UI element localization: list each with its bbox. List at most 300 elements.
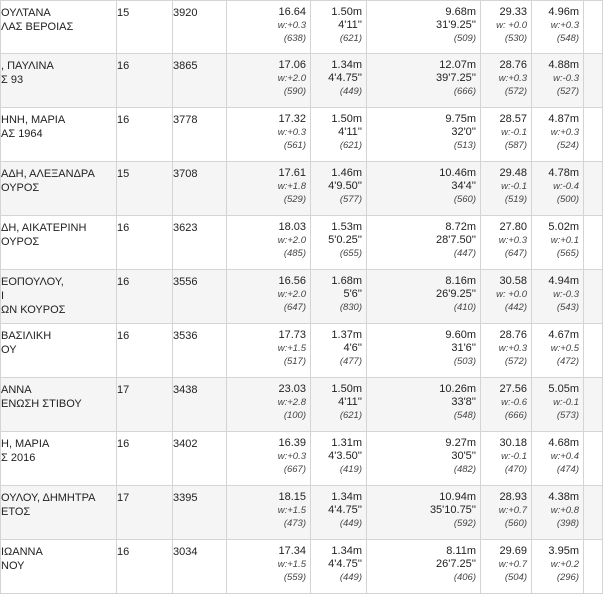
event-mark: 16.39 [278, 437, 306, 449]
event-result-cell [481, 324, 532, 378]
event-points: (577) [339, 194, 362, 205]
event-result-cell [311, 540, 367, 594]
event-mark: 28.93 [499, 491, 527, 503]
event-result-cell [311, 216, 367, 270]
event-result-cell [481, 432, 532, 486]
event-mark: 1.34m [331, 59, 362, 71]
event-mark: 17.73 [278, 329, 306, 341]
event-result-cell [367, 1, 481, 54]
table-row[interactable] [1, 54, 603, 108]
event-mark: 8.11m [446, 545, 476, 557]
event-mark: 12.07m [439, 59, 476, 71]
wind-reading: w:+0.5 [550, 343, 579, 354]
edge-cell [584, 1, 603, 54]
total-points: 3034 [173, 546, 198, 558]
event-points: (474) [556, 464, 579, 475]
event-result-cell [532, 432, 584, 486]
wind-reading: w:-0.6 [501, 397, 527, 408]
event-points: (473) [283, 518, 306, 529]
event-points: (572) [504, 86, 527, 97]
athlete-name: ΟΥΛΟΥ, ΔΗΜΗΤΡΑ [1, 492, 96, 504]
event-result-cell [311, 1, 367, 54]
table-row[interactable] [1, 1, 603, 54]
event-result-cell [532, 54, 584, 108]
event-result-cell [227, 162, 311, 216]
event-points: (548) [556, 33, 579, 44]
wind-reading: w:-0.1 [501, 181, 527, 192]
event-mark: 23.03 [278, 383, 306, 395]
event-result-cell [367, 540, 481, 594]
event-mark: 9.27m [445, 437, 476, 449]
event-points: (592) [453, 518, 476, 529]
imperial-mark: 4'11'' [338, 396, 362, 408]
athlete-name: ΟΥΛΤΑΝΑ [1, 7, 51, 19]
athlete-name: Η, ΜΑΡΙΑ [1, 438, 50, 450]
name-cell[interactable] [1, 378, 117, 432]
wind-reading: w:+1.5 [277, 559, 306, 570]
age-value: 16 [117, 222, 130, 234]
event-result-cell [227, 216, 311, 270]
event-mark: 1.34m [331, 491, 362, 503]
wind-reading: w:+0.3 [498, 73, 527, 84]
event-mark: 10.46m [439, 167, 476, 179]
event-points: (524) [556, 140, 579, 151]
wind-reading: w:+1.5 [277, 343, 306, 354]
event-mark: 4.68m [548, 437, 579, 449]
imperial-mark: 4'11'' [338, 19, 362, 31]
athlete-name: ΙΩΑΝΝΑ [1, 546, 43, 558]
imperial-mark: 33'8'' [451, 396, 476, 408]
event-mark: 4.87m [548, 113, 579, 125]
event-points: (561) [283, 140, 306, 151]
name-cell[interactable] [1, 162, 117, 216]
age-value: 17 [117, 492, 130, 504]
imperial-mark: 26'7.25'' [436, 558, 476, 570]
wind-reading: w:+0.3 [498, 343, 527, 354]
wind-reading: w:-0.1 [501, 451, 527, 462]
total-points: 3623 [173, 222, 198, 234]
event-points: (647) [504, 248, 527, 259]
event-result-cell [311, 54, 367, 108]
imperial-mark: 30'5'' [451, 450, 476, 462]
event-points: (830) [339, 302, 362, 313]
event-mark: 28.57 [499, 113, 527, 125]
age-cell [117, 486, 173, 540]
event-result-cell [227, 540, 311, 594]
event-points: (559) [283, 572, 306, 583]
event-result-cell [532, 378, 584, 432]
event-mark: 17.32 [278, 113, 306, 125]
edge-cell [584, 162, 603, 216]
imperial-mark: 4'4.75'' [328, 72, 362, 84]
table-row[interactable] [1, 270, 603, 324]
edge-cell [584, 540, 603, 594]
edge-cell [584, 378, 603, 432]
event-result-cell [227, 108, 311, 162]
athlete-name: ΗΝΗ, ΜΑΡΙΑ [1, 114, 66, 126]
total-points: 3920 [173, 7, 198, 19]
event-result-cell [367, 432, 481, 486]
event-points: (513) [453, 140, 476, 151]
age-cell [117, 270, 173, 324]
event-points: (485) [283, 248, 306, 259]
event-points: (504) [504, 572, 527, 583]
imperial-mark: 5'6'' [343, 288, 362, 300]
event-mark: 16.64 [278, 6, 306, 18]
athlete-name: , ΠΑΥΛΙΝΑ [1, 60, 54, 72]
event-points: (477) [339, 356, 362, 367]
athlete-club: ΛΑΣ ΒΕΡΟΙΑΣ [1, 21, 74, 33]
event-mark: 1.50m [331, 383, 362, 395]
name-cell[interactable] [1, 432, 117, 486]
event-result-cell [532, 270, 584, 324]
table-row[interactable] [1, 216, 603, 270]
event-points: (500) [556, 194, 579, 205]
event-mark: 1.50m [331, 113, 362, 125]
wind-reading: w:+0.4 [550, 451, 579, 462]
wind-reading: w:+0.1 [550, 235, 579, 246]
edge-cell [584, 108, 603, 162]
total-cell [173, 54, 227, 108]
event-result-cell [227, 270, 311, 324]
imperial-mark: 4'4.75'' [328, 504, 362, 516]
event-mark: 5.02m [548, 221, 579, 233]
event-points: (398) [556, 518, 579, 529]
event-result-cell [227, 54, 311, 108]
total-points: 3438 [173, 384, 198, 396]
event-result-cell [311, 432, 367, 486]
age-value: 16 [117, 60, 130, 72]
name-cell[interactable] [1, 216, 117, 270]
event-points: (410) [453, 302, 476, 313]
event-result-cell [532, 324, 584, 378]
wind-reading: w:+0.7 [498, 505, 527, 516]
age-cell [117, 378, 173, 432]
athlete-club: ΕΤΟΣ [1, 506, 31, 518]
event-points: (590) [283, 86, 306, 97]
event-result-cell [367, 486, 481, 540]
event-mark: 27.80 [499, 221, 527, 233]
event-points: (560) [504, 518, 527, 529]
event-mark: 4.94m [548, 275, 579, 287]
wind-reading: w: +0.0 [496, 20, 527, 31]
event-result-cell [532, 108, 584, 162]
event-points: (470) [504, 464, 527, 475]
event-result-cell [481, 162, 532, 216]
event-mark: 29.69 [499, 545, 527, 557]
imperial-mark: 39'7.25'' [436, 72, 476, 84]
event-result-cell [227, 432, 311, 486]
athlete-name: ΕΟΠΟΥΛΟΥ, [1, 276, 64, 288]
athlete-club: ΝΟΥ [1, 560, 25, 572]
wind-reading: w:+0.3 [277, 127, 306, 138]
event-points: (647) [283, 302, 306, 313]
event-result-cell [227, 486, 311, 540]
event-mark: 9.75m [445, 113, 476, 125]
total-points: 3556 [173, 276, 198, 288]
imperial-mark: 32'0'' [451, 126, 476, 138]
name-cell[interactable] [1, 486, 117, 540]
imperial-mark: 31'6'' [451, 342, 476, 354]
event-mark: 29.48 [499, 167, 527, 179]
imperial-mark: 26'9.25'' [436, 288, 476, 300]
event-mark: 28.76 [499, 59, 527, 71]
event-points: (530) [504, 33, 527, 44]
age-value: 16 [117, 276, 130, 288]
table-row[interactable] [1, 540, 603, 594]
athlete-name: ΑΔΗ, ΑΛΕΞΑΝΔΡΑ [1, 168, 95, 180]
table-row[interactable] [1, 108, 603, 162]
event-result-cell [481, 378, 532, 432]
wind-reading: w:-0.4 [553, 181, 579, 192]
imperial-mark: 4'6'' [343, 342, 362, 354]
imperial-mark: 31'9.25'' [436, 19, 476, 31]
event-points: (666) [453, 86, 476, 97]
wind-reading: w:+1.8 [277, 181, 306, 192]
name-cell[interactable] [1, 540, 117, 594]
event-points: (560) [453, 194, 476, 205]
wind-reading: w:+0.3 [277, 20, 306, 31]
event-mark: 17.34 [278, 545, 306, 557]
age-value: 16 [117, 330, 130, 342]
event-points: (482) [453, 464, 476, 475]
age-cell [117, 216, 173, 270]
wind-reading: w: +0.0 [496, 289, 527, 300]
event-mark: 30.18 [499, 437, 527, 449]
total-points: 3402 [173, 438, 198, 450]
age-value: 15 [117, 7, 130, 19]
event-mark: 1.34m [331, 545, 362, 557]
event-points: (519) [504, 194, 527, 205]
event-result-cell [311, 486, 367, 540]
total-cell [173, 270, 227, 324]
wind-reading: w:+0.3 [550, 127, 579, 138]
event-result-cell [367, 162, 481, 216]
athlete-club: ΟΥ [1, 344, 17, 356]
event-result-cell [481, 540, 532, 594]
athlete-name: ΒΑΣΙΛΙΚΗ [1, 330, 52, 342]
event-mark: 17.61 [278, 167, 306, 179]
wind-reading: w:-0.1 [501, 127, 527, 138]
event-points: (100) [283, 410, 306, 421]
event-result-cell [532, 216, 584, 270]
table-row[interactable] [1, 432, 603, 486]
event-result-cell [532, 486, 584, 540]
total-points: 3536 [173, 330, 198, 342]
event-points: (449) [339, 86, 362, 97]
event-mark: 1.37m [331, 329, 362, 341]
athlete-club: ΟΥΡΟΣ [1, 182, 40, 194]
event-mark: 27.56 [499, 383, 527, 395]
edge-cell [584, 216, 603, 270]
event-mark: 4.38m [548, 491, 579, 503]
event-result-cell [311, 270, 367, 324]
total-cell [173, 486, 227, 540]
event-result-cell [532, 1, 584, 54]
event-result-cell [227, 324, 311, 378]
wind-reading: w:+0.3 [277, 451, 306, 462]
event-points: (509) [453, 33, 476, 44]
results-table-body [1, 1, 603, 594]
wind-reading: w:+1.5 [277, 505, 306, 516]
wind-reading: w:-0.3 [553, 289, 579, 300]
table-row[interactable] [1, 378, 603, 432]
event-mark: 28.76 [499, 329, 527, 341]
event-mark: 9.60m [445, 329, 476, 341]
event-mark: 18.15 [278, 491, 306, 503]
event-mark: 10.26m [439, 383, 476, 395]
edge-cell [584, 270, 603, 324]
athlete-name: ΔΗ, ΑΙΚΑΤΕΡΙΝΗ [1, 222, 87, 234]
event-mark: 1.68m [331, 275, 362, 287]
name-cell[interactable] [1, 54, 117, 108]
event-mark: 3.95m [548, 545, 579, 557]
event-points: (621) [339, 140, 362, 151]
age-cell [117, 54, 173, 108]
wind-reading: w:+2.8 [277, 397, 306, 408]
event-points: (296) [556, 572, 579, 583]
event-result-cell [311, 162, 367, 216]
event-points: (667) [283, 464, 306, 475]
event-mark: 1.46m [331, 167, 362, 179]
total-cell [173, 432, 227, 486]
event-mark: 16.56 [278, 275, 306, 287]
athlete-club: Σ 93 [1, 74, 24, 86]
name-cell[interactable] [1, 270, 117, 324]
event-result-cell [532, 162, 584, 216]
event-mark: 10.94m [439, 491, 476, 503]
event-points: (406) [453, 572, 476, 583]
age-cell [117, 108, 173, 162]
event-result-cell [481, 1, 532, 54]
total-cell [173, 324, 227, 378]
event-mark: 1.31m [331, 437, 362, 449]
age-cell [117, 1, 173, 54]
event-points: (565) [556, 248, 579, 259]
imperial-mark: 4'4.75'' [328, 558, 362, 570]
edge-cell [584, 432, 603, 486]
athlete-club: Σ 2016 [1, 452, 36, 464]
event-mark: 17.06 [278, 59, 306, 71]
wind-reading: w:-0.1 [553, 397, 579, 408]
name-cell[interactable] [1, 108, 117, 162]
event-result-cell [367, 54, 481, 108]
event-mark: 1.50m [331, 6, 362, 18]
imperial-mark: 35'10.75'' [429, 504, 476, 516]
age-cell [117, 324, 173, 378]
event-result-cell [481, 216, 532, 270]
event-points: (548) [453, 410, 476, 421]
table-row[interactable] [1, 162, 603, 216]
event-points: (621) [339, 410, 362, 421]
athlete-club: ΟΥΡΟΣ [1, 236, 40, 248]
event-mark: 8.72m [445, 221, 476, 233]
total-cell [173, 216, 227, 270]
total-points: 3708 [173, 168, 198, 180]
athlete-club: ΑΣ 1964 [1, 128, 43, 140]
total-cell [173, 108, 227, 162]
event-mark: 1.53m [331, 221, 362, 233]
imperial-mark: 34'4'' [451, 180, 476, 192]
event-points: (572) [504, 356, 527, 367]
edge-cell [584, 54, 603, 108]
athlete-club: ΕΝΩΣΗ ΣΤΙΒΟΥ [1, 398, 82, 410]
age-cell [117, 432, 173, 486]
event-points: (419) [339, 464, 362, 475]
total-cell [173, 540, 227, 594]
total-points: 3778 [173, 114, 198, 126]
age-cell [117, 162, 173, 216]
wind-reading: w:+0.3 [498, 235, 527, 246]
age-value: 16 [117, 438, 130, 450]
event-points: (543) [556, 302, 579, 313]
event-mark: 8.16m [445, 275, 476, 287]
event-mark: 18.03 [278, 221, 306, 233]
wind-reading: w:+2.0 [277, 289, 306, 300]
event-result-cell [311, 378, 367, 432]
imperial-mark: 4'3.50'' [328, 450, 362, 462]
edge-cell [584, 486, 603, 540]
total-cell [173, 162, 227, 216]
event-result-cell [311, 108, 367, 162]
event-points: (666) [504, 410, 527, 421]
event-points: (503) [453, 356, 476, 367]
event-points: (655) [339, 248, 362, 259]
event-points: (449) [339, 572, 362, 583]
event-points: (447) [453, 248, 476, 259]
event-mark: 30.58 [499, 275, 527, 287]
wind-reading: w:+0.3 [550, 20, 579, 31]
table-row[interactable] [1, 486, 603, 540]
event-points: (529) [283, 194, 306, 205]
athlete-name: ΑΝΝΑ [1, 384, 32, 396]
event-points: (638) [283, 33, 306, 44]
event-points: (621) [339, 33, 362, 44]
event-mark: 4.88m [548, 59, 579, 71]
name-cell[interactable] [1, 1, 117, 54]
event-result-cell [481, 486, 532, 540]
event-mark: 4.78m [548, 167, 579, 179]
total-points: 3865 [173, 60, 198, 72]
wind-reading: w:+0.8 [550, 505, 579, 516]
wind-reading: w:+2.0 [277, 235, 306, 246]
event-result-cell [481, 54, 532, 108]
event-mark: 29.33 [499, 6, 527, 18]
event-result-cell [367, 324, 481, 378]
event-result-cell [367, 108, 481, 162]
event-points: (449) [339, 518, 362, 529]
athlete-club-extra: ΩΝ ΚΟΥΡΟΣ [1, 304, 66, 316]
athlete-club: Ι [1, 290, 5, 302]
event-result-cell [311, 324, 367, 378]
wind-reading: w:-0.3 [553, 73, 579, 84]
table-row[interactable] [1, 324, 603, 378]
event-mark: 4.96m [548, 6, 579, 18]
age-cell [117, 540, 173, 594]
event-result-cell [367, 270, 481, 324]
wind-reading: w:+0.2 [550, 559, 579, 570]
wind-reading: w:+0.7 [498, 559, 527, 570]
event-mark: 9.68m [445, 6, 476, 18]
event-result-cell [367, 216, 481, 270]
imperial-mark: 5'0.25'' [328, 234, 362, 246]
event-result-cell [481, 108, 532, 162]
name-cell[interactable] [1, 324, 117, 378]
age-value: 17 [117, 384, 130, 396]
event-points: (527) [556, 86, 579, 97]
age-value: 16 [117, 546, 130, 558]
age-value: 16 [117, 114, 130, 126]
